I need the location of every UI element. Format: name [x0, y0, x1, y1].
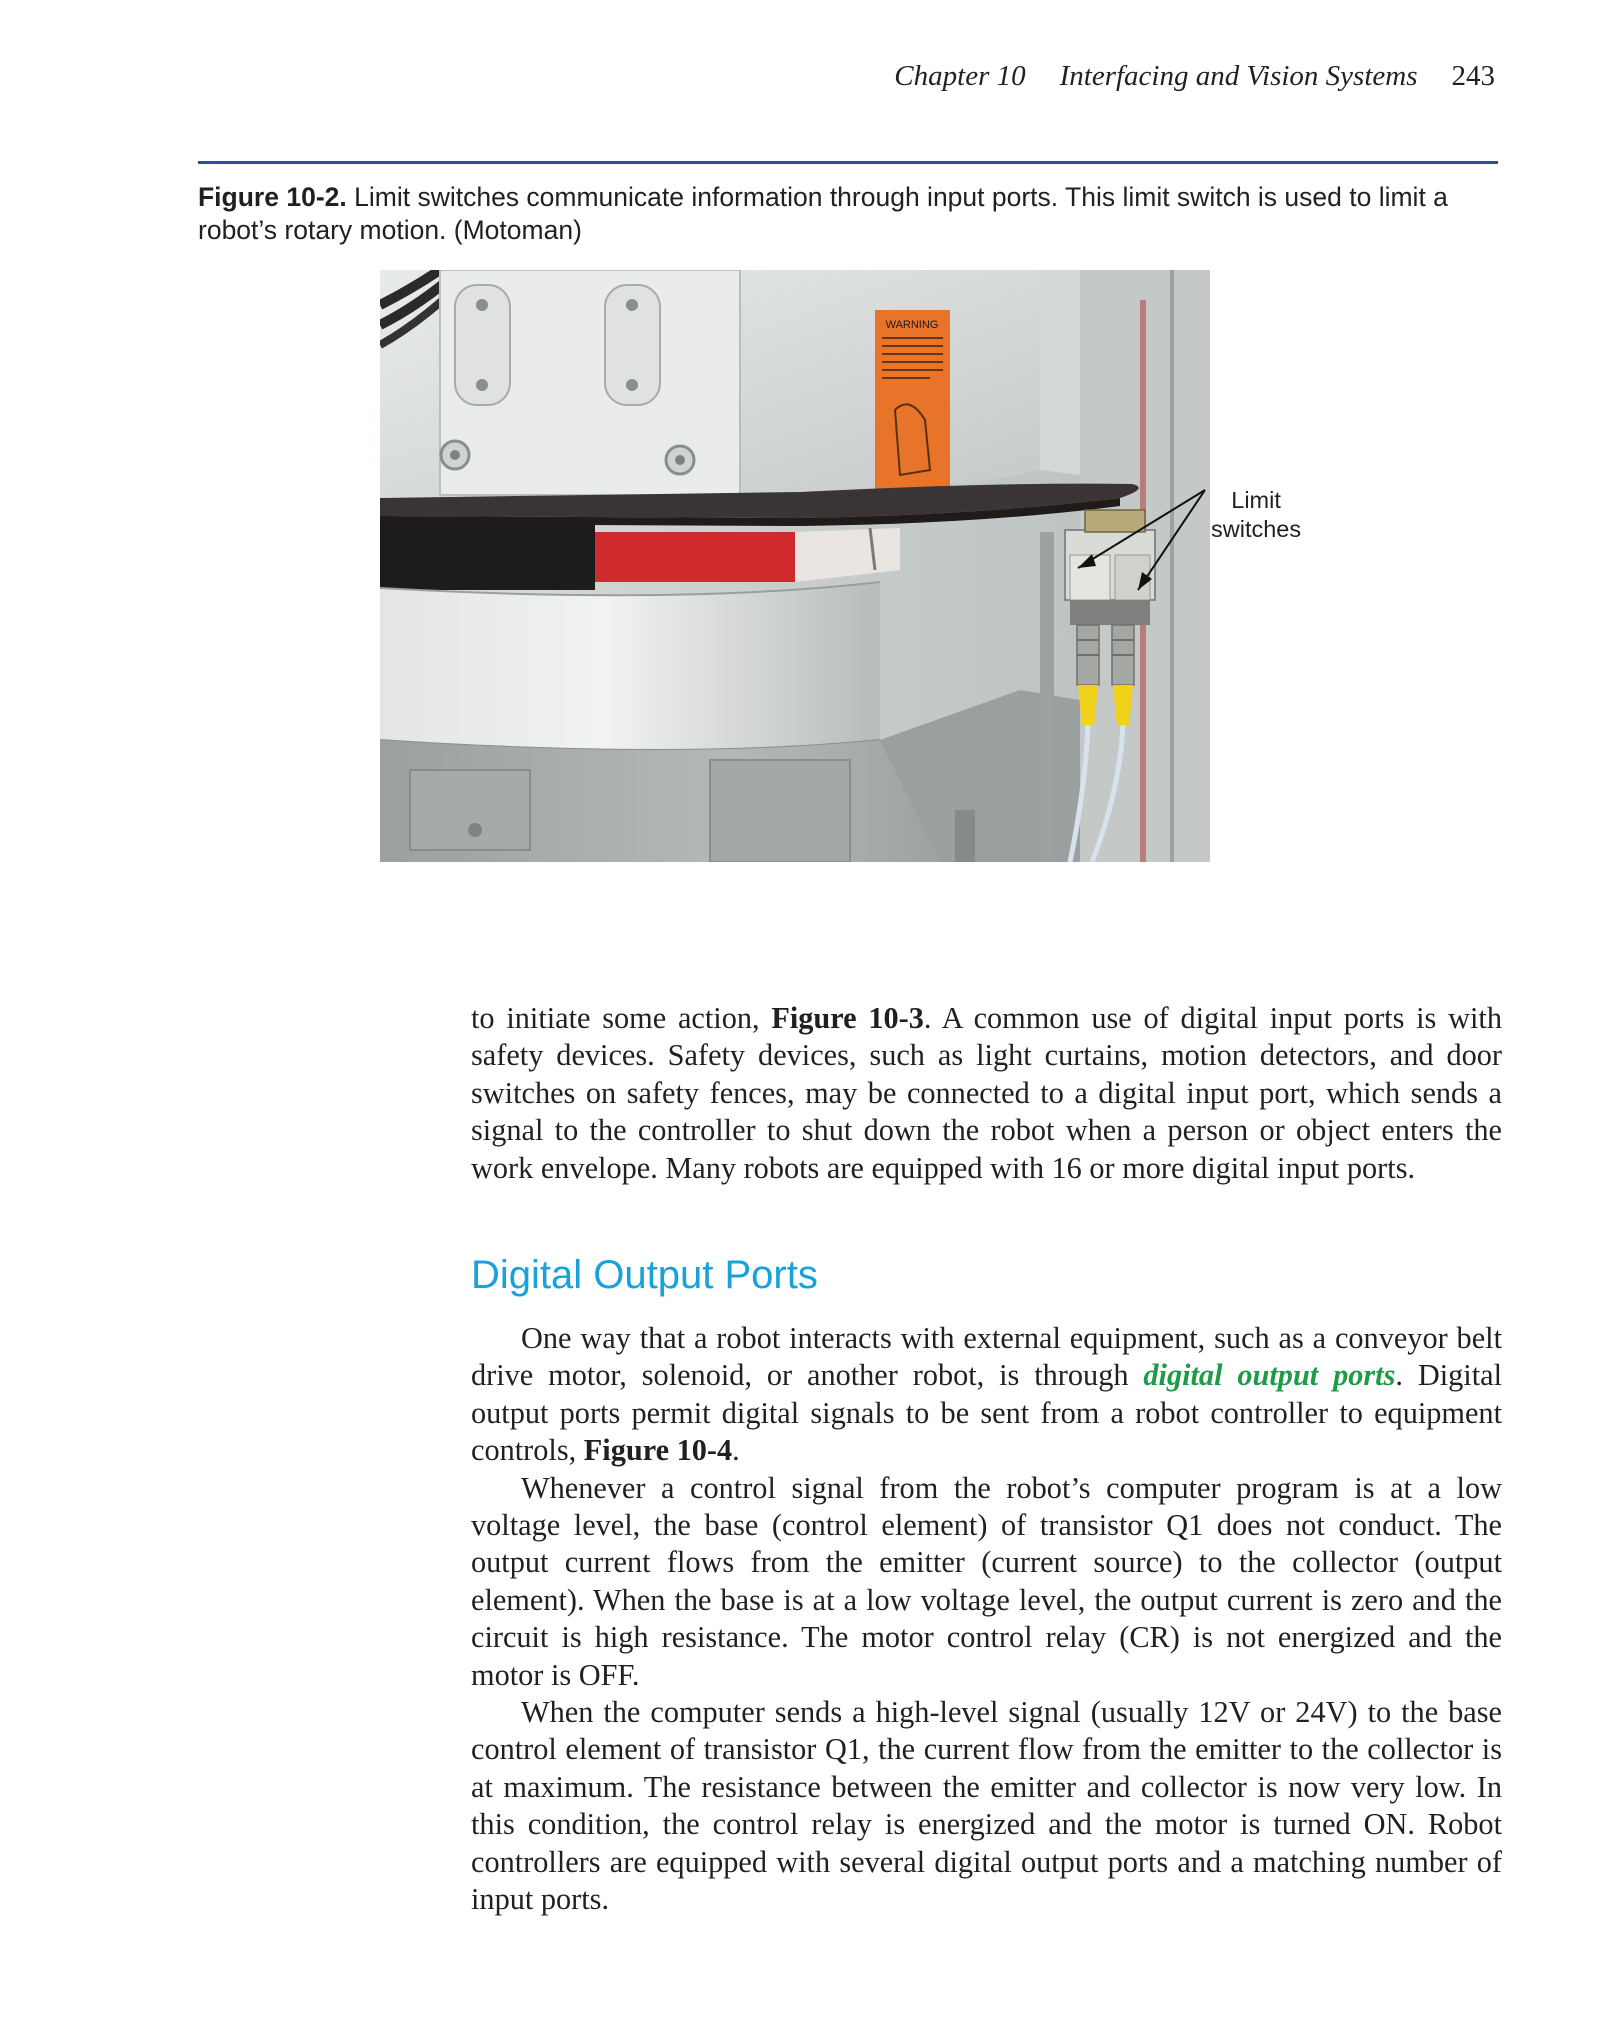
warning-label: WARNING: [885, 319, 939, 331]
running-header: [894, 60, 1495, 93]
section-paragraph-2: Whenever a control signal from the robot’s computer program is at a low voltage level, the base (control element) of transistor Q1 does not conduct. The output current flows from the emitter (current source) to the collector (output element). When the base is at a low voltage level, the output current is zero and the circuit is high resistance. The motor control relay (CR) is not energized and the motor is OFF.: [471, 1470, 1502, 1692]
header-rule: [198, 161, 1498, 164]
section-heading: Digital Output Ports: [471, 1253, 818, 1297]
callout-line-1: Limit: [1231, 487, 1281, 513]
figure-reference: Figure 10-4: [583, 1433, 733, 1468]
callout-line-2: switches: [1211, 516, 1302, 542]
p1-text-1: One way that a robot interacts with external equipment, such as a conveyor belt drive motor, solenoid, or another robot, is through: [471, 1321, 1502, 1393]
p1-text-2: . Digital output ports permit digital signals to be sent from a robot controller to equipment controls,: [471, 1358, 1502, 1468]
intro-paragraph: [471, 1000, 1502, 1187]
chapter-label: Chapter 10: [894, 60, 1026, 92]
section-paragraph-3: When the computer sends a high-level signal (usually 12V or 24V) to the base control element of transistor Q1, the current flow from the emitter to the collector is at maximum. The resistance between the emitter and collector is now very low. In this condition, the control relay is energized and the motor is turned ON. Robot controllers are equipped with several digital output ports and a matching number of input ports.: [471, 1695, 1502, 1917]
section-body: [471, 1320, 1502, 1919]
figure-number: Figure 10-2.: [198, 182, 347, 212]
intro-text-1: to initiate some action,: [471, 1001, 772, 1035]
p1-text-3: .: [732, 1433, 740, 1468]
figure-reference: Figure 10-3: [771, 1001, 924, 1035]
limit-switches-callout: [1211, 486, 1301, 544]
figure-caption-text: Limit switches communicate information through input ports. This limit switch is used to limit a robot’s rotary motion. (Motoman): [198, 182, 1448, 245]
section-paragraph-1: [471, 1320, 1502, 1470]
figure-caption: [198, 181, 1498, 247]
chapter-title: Interfacing and Vision Systems: [1059, 60, 1418, 92]
figure-photo: [380, 270, 1210, 862]
intro-text-2: . A common use of digital input ports is with safety devices. Safety devices, such as light curtains, motion detectors, and door switches on safety fences, may be connected to a digital input port, which sends a signal to the controller to shut down the robot when a person or object enters the work envelope. Many robots are equipped with 16 or more digital input ports.: [471, 1001, 1502, 1185]
key-term: digital output ports: [1143, 1358, 1396, 1393]
page-number: 243: [1451, 60, 1495, 92]
